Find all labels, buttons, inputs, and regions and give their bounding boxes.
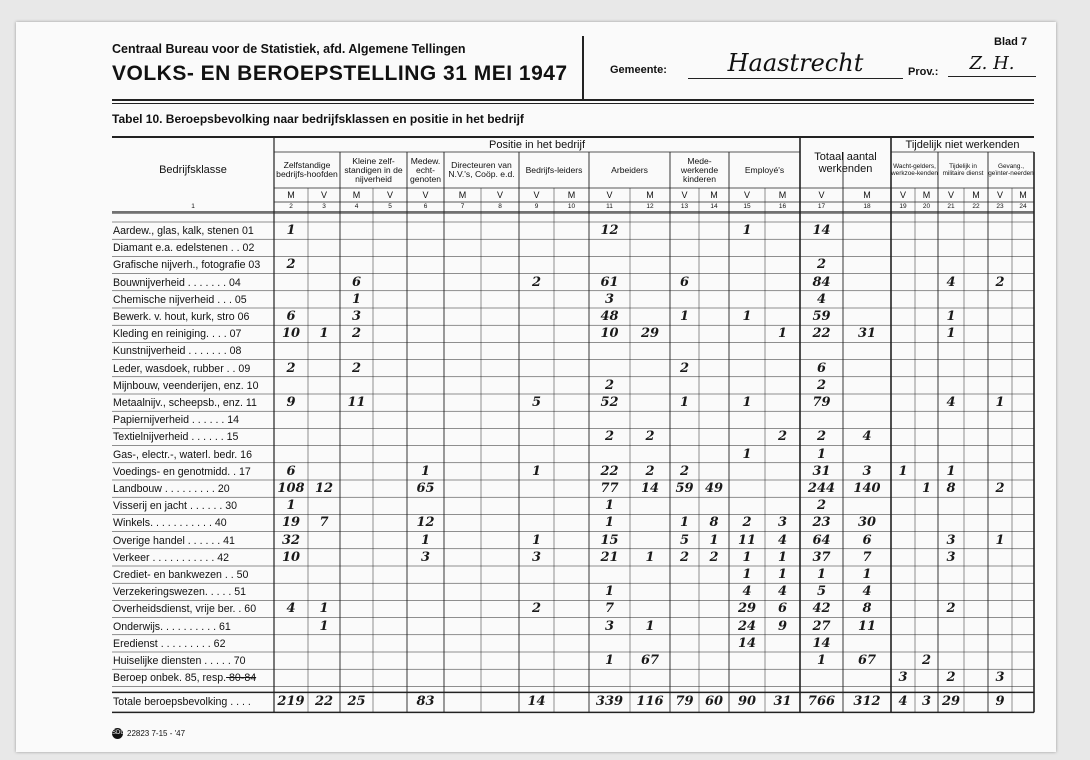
- handwritten-value: 37: [812, 549, 831, 565]
- handwritten-value: 3: [995, 670, 1005, 686]
- handwritten-value: 2: [946, 670, 956, 686]
- handwritten-value: 3: [777, 515, 788, 531]
- handwritten-value: 1: [604, 653, 615, 668]
- handwritten-value: 24: [737, 618, 757, 634]
- column-number: 11: [606, 203, 613, 210]
- bureau-heading: Centraal Bureau voor de Statistiek, afd. Algemene Tellingen: [112, 42, 466, 56]
- handwritten-value: 2: [777, 429, 788, 445]
- handwritten-value: 27: [812, 618, 831, 634]
- handwritten-value: 1: [351, 291, 362, 307]
- column-number: 3: [322, 203, 326, 210]
- column-number: 2: [289, 203, 293, 210]
- tijdelijk-group-header: Wacht-gelders, werkzoe-kenden: [891, 163, 938, 177]
- total-value: 25: [347, 694, 366, 710]
- handwritten-value: 1: [679, 515, 690, 531]
- handwritten-value: 2: [351, 360, 362, 376]
- handwritten-value: 1: [319, 601, 329, 617]
- total-value: 339: [595, 694, 624, 710]
- mv-label: M: [922, 190, 931, 200]
- totaal-header: Totaal aantal werkenden: [814, 150, 877, 175]
- handwritten-value: 1: [742, 309, 752, 324]
- handwritten-value: 59: [675, 481, 694, 496]
- mv-label: M: [567, 190, 576, 200]
- handwritten-value: 7: [604, 601, 615, 617]
- handwritten-value: 1: [645, 618, 655, 634]
- handwritten-value: 1: [531, 463, 542, 479]
- handwritten-value: 1: [816, 653, 827, 668]
- column-number: 4: [354, 203, 359, 210]
- handwritten-value: 29: [640, 326, 660, 342]
- handwritten-value: 1: [946, 463, 956, 479]
- row-label: Grafische nijverh., fotografie 03: [113, 259, 261, 272]
- handwritten-value: 14: [812, 223, 831, 238]
- handwritten-value: 1: [604, 584, 615, 600]
- position-group-header: Directeuren van N.V.'s, Coöp. e.d.: [448, 160, 515, 179]
- mv-label: V: [606, 190, 613, 200]
- prov-label: Prov.:: [908, 66, 939, 78]
- handwritten-value: 2: [816, 257, 827, 273]
- column-number: 20: [922, 203, 931, 210]
- handwritten-value: 1: [742, 446, 752, 462]
- handwritten-value: 64: [812, 532, 831, 548]
- column-number: 18: [863, 203, 871, 210]
- handwritten-value: 77: [600, 481, 619, 496]
- row-label: Huiselijke diensten . . . . . 70: [113, 655, 246, 667]
- handwritten-value: 1: [679, 309, 690, 324]
- handwritten-value: 22: [600, 463, 619, 479]
- handwritten-value: 1: [679, 395, 690, 410]
- total-value: 116: [636, 694, 664, 710]
- handwritten-value: 2: [921, 653, 932, 668]
- tijdelijk-group-header: Gevang., geïnter-neerden: [988, 163, 1034, 177]
- handwritten-value: 6: [351, 274, 362, 290]
- mv-label: M: [863, 190, 871, 200]
- handwritten-value: 79: [812, 395, 831, 410]
- row-label: Overige handel . . . . . . 41: [113, 534, 235, 547]
- handwritten-value: 10: [281, 326, 301, 342]
- tijdelijk-group-header: Tijdelijk in militaire dienst: [942, 163, 984, 177]
- row-label: Metaalnijv., scheepsb., enz. 11: [113, 397, 257, 409]
- column-number: 12: [646, 203, 654, 210]
- handwritten-value: 6: [816, 360, 827, 376]
- row-label: Kunstnijverheid . . . . . . . 08: [113, 345, 242, 358]
- row-label: Overheidsdienst, vrije ber. . 60: [113, 603, 257, 616]
- row-label: Bewerk. v. hout, kurk, stro 06: [113, 311, 250, 323]
- handwritten-value: 12: [600, 223, 619, 238]
- row-label: Leder, wasdoek, rubber . . 09: [113, 362, 251, 375]
- handwritten-value: 2: [816, 377, 827, 393]
- handwritten-value: 7: [862, 549, 872, 565]
- row-label: Aardew., glas, kalk, stenen 01: [113, 225, 254, 237]
- total-value: 14: [527, 694, 546, 710]
- handwritten-value: 14: [737, 635, 757, 651]
- mv-label: M: [972, 190, 980, 200]
- handwritten-value: 2: [679, 360, 690, 376]
- handwritten-value: 1: [604, 515, 615, 531]
- census-form-page: [16, 22, 1056, 752]
- mv-label: M: [458, 190, 467, 200]
- row-label: Visserij en jacht . . . . . . 30: [113, 500, 238, 513]
- handwritten-value: 48: [600, 309, 619, 324]
- handwritten-value: 2: [604, 377, 615, 393]
- column-number: 10: [567, 203, 576, 210]
- gemeente-value: Haastrecht: [688, 48, 903, 79]
- handwritten-value: 61: [600, 274, 619, 290]
- handwritten-value: 2: [351, 326, 362, 342]
- column-number: 8: [498, 203, 502, 210]
- handwritten-value: 14: [640, 481, 660, 496]
- mv-label: M: [646, 190, 654, 200]
- handwritten-value: 6: [777, 601, 788, 617]
- row-label: Verzekeringswezen. . . . . 51: [113, 586, 247, 599]
- position-group-header: Zelfstandige bedrijfs-hoofden: [276, 160, 338, 179]
- handwritten-value: 6: [862, 532, 872, 548]
- mv-label: V: [386, 190, 393, 200]
- handwritten-value: 1: [531, 532, 542, 548]
- position-group-header: Employé's: [744, 164, 785, 175]
- handwritten-value: 1: [777, 549, 788, 565]
- handwritten-value: 59: [812, 309, 831, 324]
- total-value: 29: [941, 694, 961, 710]
- handwritten-value: 8: [709, 515, 719, 531]
- handwritten-value: 2: [645, 429, 655, 445]
- form-title: VOLKS- EN BEROEPSTELLING 31 MEI 1947: [112, 62, 568, 85]
- column-number: 24: [1019, 203, 1027, 210]
- row-label: Chemische nijverheid . . . 05: [113, 293, 247, 306]
- handwritten-value: 2: [816, 498, 827, 514]
- handwritten-value: 1: [742, 549, 752, 565]
- handwritten-value: 4: [777, 532, 788, 548]
- handwritten-value: 1: [898, 463, 908, 479]
- handwritten-value: 1: [420, 532, 431, 548]
- row-label: Beroep onbek. 85, resp. 80-84: [113, 672, 257, 685]
- column-number: 23: [996, 203, 1004, 210]
- handwritten-value: 9: [777, 618, 788, 634]
- handwritten-value: 3: [604, 291, 615, 307]
- row-label: Eredienst . . . . . . . . . 62: [113, 637, 226, 650]
- mv-label: V: [899, 190, 906, 200]
- handwritten-value: 2: [679, 549, 690, 565]
- printer-logo-icon: SDU: [112, 728, 123, 739]
- handwritten-value: 23: [812, 515, 831, 531]
- total-value: 4: [898, 694, 908, 710]
- row-label: Crediet- en bankwezen . . 50: [113, 569, 249, 581]
- total-label: Totale beroepsbevolking . . . .: [113, 696, 251, 709]
- handwritten-value: 1: [946, 326, 956, 342]
- column-number: 15: [743, 203, 751, 210]
- handwritten-value: 14: [812, 635, 831, 651]
- position-group-header: Medew. echt-genoten: [409, 155, 442, 184]
- print-code: [112, 728, 185, 739]
- handwritten-value: 5: [679, 532, 690, 548]
- handwritten-value: 1: [946, 309, 956, 324]
- mv-label: V: [320, 190, 327, 200]
- handwritten-value: 3: [604, 618, 615, 634]
- handwritten-value: 49: [704, 481, 724, 496]
- row-label: Diamant e.a. edelstenen . . 02: [113, 242, 255, 255]
- column-number: 6: [423, 203, 428, 210]
- handwritten-value: 1: [742, 567, 752, 582]
- header-rule-thin: [112, 103, 1034, 104]
- handwritten-value: 15: [600, 532, 619, 548]
- handwritten-value: 1: [645, 549, 655, 565]
- mv-label: V: [743, 190, 750, 200]
- handwritten-value: 6: [286, 309, 296, 324]
- position-group-header: Mede-werkende kinderen: [680, 155, 719, 184]
- column-number: 5: [388, 203, 392, 210]
- handwritten-value: 140: [853, 481, 881, 496]
- handwritten-value: 21: [600, 549, 619, 565]
- mv-label: V: [681, 190, 688, 200]
- handwritten-value: 1: [742, 223, 752, 238]
- handwritten-value: 11: [347, 395, 366, 410]
- position-group-header: Arbeiders: [611, 164, 648, 175]
- mv-label: V: [496, 190, 503, 200]
- column-number: 9: [534, 203, 539, 210]
- mv-label: V: [996, 190, 1003, 200]
- handwritten-value: 52: [600, 395, 619, 410]
- handwritten-value: 2: [995, 481, 1005, 496]
- handwritten-value: 1: [995, 395, 1005, 410]
- mv-label: V: [818, 190, 825, 200]
- handwritten-value: 4: [862, 429, 872, 445]
- mv-label: M: [1019, 190, 1027, 200]
- column-number: 7: [460, 203, 465, 210]
- handwritten-value: 3: [898, 670, 908, 686]
- handwritten-value: 1: [604, 498, 615, 514]
- handwritten-value: 1: [319, 618, 329, 634]
- handwritten-value: 32: [281, 532, 301, 548]
- row-label: Verkeer . . . . . . . . . . . 42: [113, 551, 229, 564]
- page-number: Blad 7: [994, 36, 1028, 48]
- column-number: 14: [710, 203, 718, 210]
- handwritten-value: 1: [286, 223, 296, 238]
- struck-text: 80-84: [226, 672, 257, 685]
- handwritten-value: 2: [604, 429, 615, 445]
- total-value: 22: [314, 694, 334, 710]
- handwritten-value: 2: [531, 274, 542, 290]
- handwritten-value: 3: [351, 309, 362, 324]
- gemeente-label: Gemeente:: [610, 64, 667, 76]
- handwritten-value: 244: [807, 481, 836, 496]
- row-label: Mijnbouw, veenderijen, enz. 10: [113, 379, 259, 392]
- handwritten-value: 10: [281, 549, 301, 565]
- handwritten-value: 1: [995, 532, 1005, 548]
- handwritten-value: 1: [420, 463, 431, 479]
- handwritten-value: 22: [812, 326, 831, 342]
- handwritten-value: 4: [946, 395, 956, 410]
- handwritten-value: 84: [812, 274, 831, 290]
- total-value: 219: [277, 694, 305, 710]
- handwritten-value: 2: [709, 549, 719, 565]
- handwritten-value: 29: [737, 601, 757, 617]
- row-label: Textielnijverheid . . . . . . 15: [113, 431, 239, 444]
- positie-header: Positie in het bedrijf: [489, 138, 585, 151]
- mv-label: M: [352, 190, 361, 200]
- position-group-header: Bedrijfs-leiders: [525, 164, 583, 175]
- handwritten-value: 3: [420, 549, 431, 565]
- handwritten-value: 65: [416, 481, 435, 496]
- handwritten-value: 4: [777, 584, 788, 600]
- mv-label: V: [422, 190, 429, 200]
- handwritten-value: 1: [921, 481, 932, 496]
- column-number: 17: [817, 203, 826, 210]
- column-number: 21: [947, 203, 955, 210]
- row-label: Landbouw . . . . . . . . . 20: [113, 483, 230, 495]
- handwritten-value: 19: [281, 515, 301, 531]
- total-value: 3: [921, 694, 932, 710]
- handwritten-value: 2: [679, 463, 690, 479]
- handwritten-value: 1: [777, 326, 788, 342]
- handwritten-value: 1: [319, 326, 329, 342]
- handwritten-value: 108: [277, 481, 305, 496]
- header-divider: [582, 36, 584, 100]
- handwritten-value: 3: [862, 463, 872, 479]
- handwritten-value: 1: [286, 498, 296, 514]
- handwritten-value: 2: [286, 360, 296, 376]
- column-number: 16: [778, 203, 787, 210]
- column-number: 19: [899, 203, 907, 210]
- row-label: Onderwijs. . . . . . . . . . 61: [113, 620, 231, 633]
- handwritten-value: 12: [416, 515, 435, 531]
- handwritten-value: 5: [816, 584, 827, 600]
- bedrijfsklasse-header: Bedrijfsklasse: [159, 163, 227, 176]
- handwritten-value: 4: [862, 584, 872, 600]
- row-label: Bouwnijverheid . . . . . . . 04: [113, 276, 241, 289]
- row-label: Kleding en reiniging. . . . 07: [113, 328, 242, 341]
- table-title: Tabel 10. Beroepsbevolking naar bedrijfsklassen en positie in het bedrijf: [112, 112, 524, 126]
- handwritten-value: 1: [709, 532, 719, 548]
- handwritten-value: 8: [946, 481, 956, 496]
- handwritten-value: 3: [946, 549, 956, 565]
- handwritten-value: 1: [816, 446, 827, 462]
- handwritten-value: 67: [640, 653, 660, 668]
- total-value: 312: [853, 694, 881, 710]
- handwritten-value: 2: [645, 463, 655, 479]
- row-label: Winkels. . . . . . . . . . . 40: [113, 517, 227, 530]
- handwritten-value: 2: [816, 429, 827, 445]
- handwritten-value: 6: [286, 463, 296, 479]
- mv-label: M: [778, 190, 787, 200]
- row-label: Papiernijverheid . . . . . . 14: [113, 414, 240, 427]
- handwritten-value: 2: [946, 601, 956, 617]
- total-value: 31: [773, 694, 792, 710]
- mv-label: V: [947, 190, 954, 200]
- handwritten-value: 2: [742, 515, 752, 531]
- handwritten-value: 9: [286, 395, 296, 410]
- column-number: 22: [972, 203, 980, 210]
- handwritten-value: 11: [857, 618, 877, 634]
- mv-label: M: [287, 190, 295, 200]
- handwritten-value: 5: [531, 395, 542, 410]
- column-number: 13: [680, 203, 689, 210]
- handwritten-value: 1: [742, 395, 752, 410]
- print-code-text: 22823 7-15 - '47: [127, 729, 186, 738]
- handwritten-value: 1: [816, 567, 827, 582]
- handwritten-value: 31: [857, 326, 877, 342]
- handwritten-value: 2: [286, 257, 296, 273]
- handwritten-value: 42: [812, 601, 831, 617]
- handwritten-value: 11: [737, 532, 757, 548]
- total-value: 9: [995, 694, 1005, 710]
- handwritten-value: 4: [816, 291, 827, 307]
- handwritten-value: 4: [946, 274, 956, 290]
- total-value: 83: [416, 694, 435, 710]
- total-value: 766: [807, 694, 836, 710]
- total-value: 90: [737, 694, 757, 710]
- handwritten-value: 6: [679, 274, 690, 290]
- handwritten-value: 12: [314, 481, 334, 496]
- row-label: Voedings- en genotmidd. . 17: [113, 465, 251, 478]
- column-number: 1: [191, 203, 195, 210]
- handwritten-value: 2: [995, 274, 1005, 290]
- handwritten-value: 30: [857, 515, 877, 531]
- handwritten-value: 3: [946, 532, 956, 548]
- handwritten-value: 8: [862, 601, 872, 617]
- header-rule: [112, 99, 1034, 101]
- row-label: Gas-, electr.-, waterl. bedr. 16: [113, 448, 252, 461]
- handwritten-value: 1: [862, 567, 872, 582]
- total-value: 60: [704, 694, 724, 710]
- position-group-header: Kleine zelf-standigen in de nijverheid: [344, 155, 403, 184]
- handwritten-value: 67: [857, 653, 877, 668]
- mv-label: M: [710, 190, 718, 200]
- mv-label: V: [533, 190, 540, 200]
- prov-value: Z. H.: [948, 52, 1036, 77]
- handwritten-value: 31: [812, 463, 831, 479]
- total-value: 79: [675, 694, 694, 710]
- handwritten-value: 1: [777, 567, 788, 582]
- handwritten-value: 10: [600, 326, 619, 342]
- handwritten-value: 4: [742, 584, 752, 600]
- handwritten-value: 3: [531, 549, 542, 565]
- tijdelijk-header: Tijdelijk niet werkenden: [905, 138, 1020, 151]
- handwritten-value: 2: [531, 601, 542, 617]
- handwritten-value: 7: [319, 515, 329, 531]
- handwritten-value: 4: [286, 601, 296, 617]
